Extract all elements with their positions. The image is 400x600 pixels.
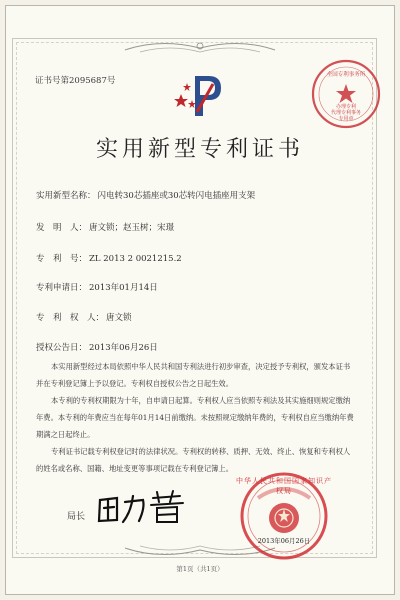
paragraph-legal-status: 专利证书记载专利权登记时的法律状况。专利权的转移、质押、无效、终止、恢复和专利权人的姓名或名称、国籍、地址变更等事项记载在专利登记簿上。	[36, 447, 351, 473]
seal-date: 2013年06月26日	[257, 537, 311, 545]
director-signature	[95, 488, 190, 528]
stamp-text-3: 代理专利事务	[330, 110, 361, 116]
field-value: 2013年06月26日	[89, 343, 158, 353]
stamp-text-2: 办理专利	[335, 104, 356, 110]
field-patent-number	[36, 252, 182, 264]
field-value: 2013年01月14日	[89, 283, 158, 293]
field-application-date	[36, 281, 158, 293]
field-label: 授权公告日：	[36, 343, 88, 353]
certificate-number: 证书号第2095687号	[35, 76, 116, 86]
stamp-text-4: 专用章	[338, 116, 354, 122]
patent-office-emblem	[173, 72, 223, 120]
field-label: 发 明 人：	[36, 223, 88, 233]
field-patentee	[36, 311, 132, 323]
paragraph-grant-statement: 本实用新型经过本局依照中华人民共和国专利法进行初步审查，决定授予专利权，颁发本证书并在专利登记簿上予以登记。专利权自授权公告之日起生效。	[36, 362, 351, 388]
page-title: 实用新型专利证书	[95, 137, 304, 162]
signature-label: 局长	[67, 512, 86, 522]
field-value: 闪电转30芯插座或30芯转闪电插座用支架	[97, 191, 256, 201]
stamp-text-1: 全国专利事务所	[326, 72, 366, 78]
field-grant-date	[36, 341, 158, 353]
official-seal	[228, 468, 340, 560]
field-value: 唐文锁	[106, 313, 132, 323]
page-footer: 第1页（共1页）	[176, 565, 224, 573]
field-value: 唐文锁；赵玉树；宋璟	[89, 223, 175, 233]
field-label: 专 利 权 人：	[36, 313, 105, 323]
seal-text: 中华人民共和国国家知识产权局	[236, 477, 332, 495]
field-utility-model-name	[36, 189, 255, 201]
paragraph-term-and-fees: 本专利的专利权期限为十年，自申请日起算。专利权人应当依照专利法及其实施细则规定缴纳年费。本专利的年费应当在每年01月14日前缴纳。未按照规定缴纳年费的，专利权自应当缴纳年费期满之日起终止。	[36, 396, 354, 439]
field-label: 专利申请日：	[36, 283, 88, 293]
field-value: ZL 2013 2 0021215.2	[89, 254, 182, 264]
top-ornament	[120, 36, 280, 58]
field-label: 专 利 号：	[36, 254, 88, 264]
agency-stamp	[310, 58, 382, 130]
field-inventors	[36, 221, 174, 233]
field-label: 实用新型名称：	[36, 191, 96, 201]
